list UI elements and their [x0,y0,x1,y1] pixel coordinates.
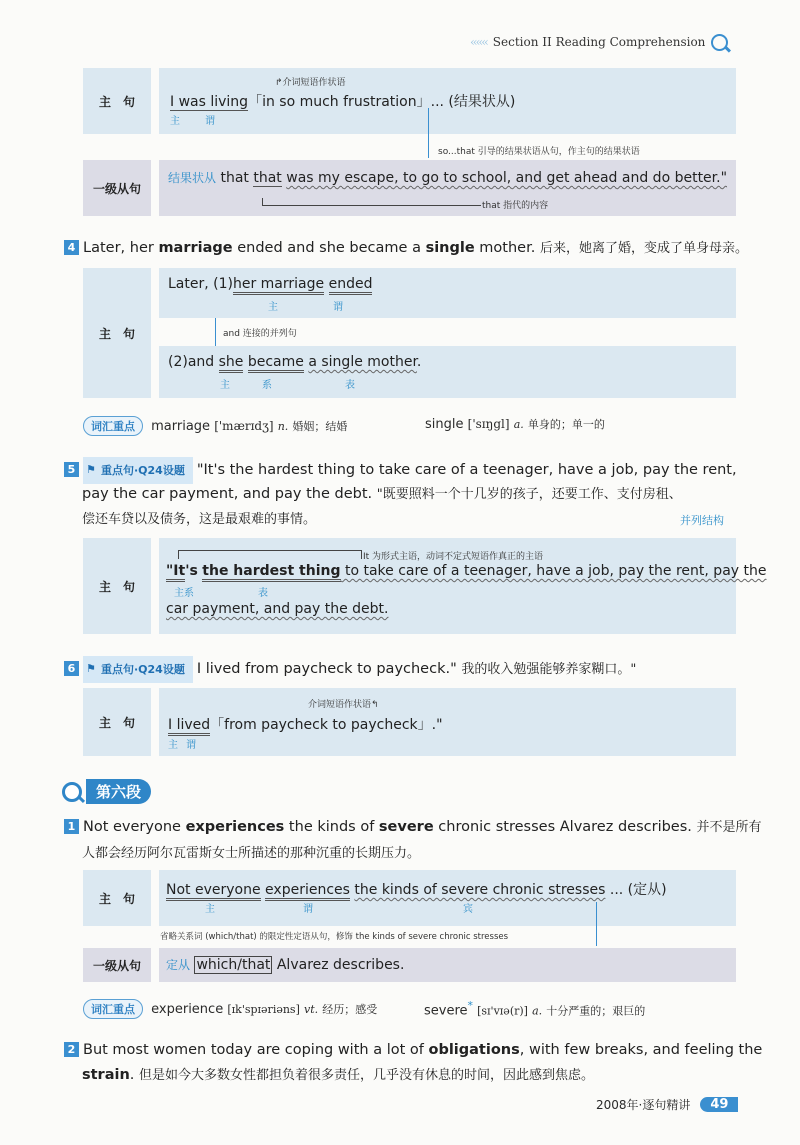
item4-clause2: (2)and she became a single mother. [168,354,421,370]
item4-note-and: and 连接的并列句 [223,329,297,339]
item1-role-predicate: 谓 [303,904,313,915]
item4-connector [215,318,216,346]
arrows-decoration: ‹‹‹‹‹‹ [470,35,487,49]
item1-note: 省略关系词 (which/that) 的限定性定语从句，修饰 the kinds of severe chronic stresses [160,932,509,942]
item4-number: 4 [64,240,79,255]
section-title: 第六段 [86,779,151,804]
sub-sentence: 结果状从 that that was my escape, to go to school, and get ahead and do better." [168,170,728,186]
annotation-prep-phrase: ↱介词短语作状语 [275,78,346,88]
item4-sentence: 4 Later, her marriage ended and she became a single mother. 后来，她离了婚，变成了单身母亲。 [64,236,748,261]
main-sentence: I was living「in so much frustration」... (结果状从) [170,94,516,110]
item4-role-subject2: 主 [220,380,230,391]
item2-number: 2 [64,1042,79,1057]
item4-main-label: 主 句 [83,268,151,398]
footer-text: 2008年·逐句精讲 [596,1098,691,1112]
item5-number: 5 [64,462,79,477]
item5-main-label: 主 句 [83,538,151,634]
sub-clause-label: 一级从句 [83,160,151,216]
item1-vocab2: severe* [sɪ'vɪə(r)] a. 十分严重的；艰巨的 [424,999,646,1019]
item6-role-predicate: 谓 [186,740,196,751]
vocab-tag: 词汇重点 [83,416,143,436]
magnifier-icon [711,34,728,51]
item5-role-predicative: 表 [258,588,268,599]
item4-vocab: 词汇重点 marriage ['mærɪdʒ] n. 婚姻；结婚 [83,416,347,436]
item1-role-object: 宾 [463,904,473,915]
it-reference-bracket [178,550,362,559]
section-magnifier-icon [62,782,82,802]
main-clause-label: 主 句 [83,68,151,134]
item5-line3: 偿还车贷以及债务，这是最艰难的事情。 [82,512,317,527]
key-sentence-tag-6: ⚑ 重点句·Q24设题 [83,656,193,683]
that-reference-bracket [262,198,481,206]
item6-role-subject: 主 [168,740,178,751]
item6-sentence: 6⚑ 重点句·Q24设题 I lived from paycheck to paycheck." 我的收入勉强能够养家糊口。" [64,656,636,683]
item5-line1: 5⚑ 重点句·Q24设题 "It's the hardest thing to take care of a teenager, have a job, pay the rent, [64,457,737,484]
item5-note-it: It 为形式主语，动词不定式短语作真正的主语 [363,552,544,562]
item5-sentence-line1: "It's the hardest thing to take care of a teenager, have a job, pay the rent, pay the [166,563,766,579]
page-number: 49 [700,1097,738,1112]
item2-line2: strain. 但是如今大多数女性都担负着很多责任，几乎没有休息的时间，因此感到焦虑。 [82,1067,595,1083]
item4-role-subject: 主 [268,302,278,313]
item1-main-sentence: Not everyone experiences the kinds of severe chronic stresses ... (定从) [166,879,667,899]
item6-main-label: 主 句 [83,688,151,756]
item1-main-label: 主 句 [83,870,151,926]
item1-line1: 1 Not everyone experiences the kinds of severe chronic stresses Alvarez describes. 并不是所有 [64,815,762,840]
item1-connector [596,902,597,946]
item5-line2: pay the car payment, and pay the debt. "既要照料一个十几岁的孩子，还要工作、支付房租、 [82,486,682,502]
key-sentence-tag: ⚑ 重点句·Q24设题 [83,457,193,484]
section-heading [62,779,151,804]
header-title: Section II Reading Comprehension [492,35,706,49]
role-subject: 主 [170,116,180,127]
item1-vocab: 词汇重点 experience [ɪk'spɪəriəns] vt. 经历；感受 [83,999,377,1019]
connector-line [428,108,429,158]
page-footer [596,1096,738,1113]
item2-line1: 2 But most women today are coping with a lot of obligations, with few breaks, and feeling the [64,1038,762,1063]
item5-side-note: 并列结构 [680,514,724,527]
item4-role-predicative: 表 [345,380,355,391]
running-header [470,34,728,51]
item4-role-predicate: 谓 [333,302,343,313]
item6-main-sentence: I lived「from paycheck to paycheck」." [168,714,443,734]
item1-role-subject: 主 [205,904,215,915]
item1-sub-sentence: 定从 which/that Alvarez describes. [166,957,405,973]
item5-sentence-line2: car payment, and pay the debt. [166,601,389,617]
note-so-that: so...that 引导的结果状语从句，作主句的结果状语 [438,147,640,157]
note-that-reference: that 指代的内容 [482,201,549,211]
item1-line2: 人都会经历阿尔瓦雷斯女士所描述的那种沉重的长期压力。 [82,846,421,861]
item1-number: 1 [64,819,79,834]
item1-sub-label: 一级从句 [83,948,151,982]
item5-role-subjlink: 主系 [174,588,194,599]
item4-vocab2: single ['sɪŋgl] a. 单身的；单一的 [425,417,605,432]
item6-number: 6 [64,661,79,676]
item4-role-link: 系 [262,380,272,391]
role-predicate: 谓 [205,116,215,127]
item6-annotation: 介词短语作状语↰ [308,700,379,710]
item4-clause1: Later, (1)her marriage ended [168,276,372,292]
vocab-tag-2: 词汇重点 [83,999,143,1019]
